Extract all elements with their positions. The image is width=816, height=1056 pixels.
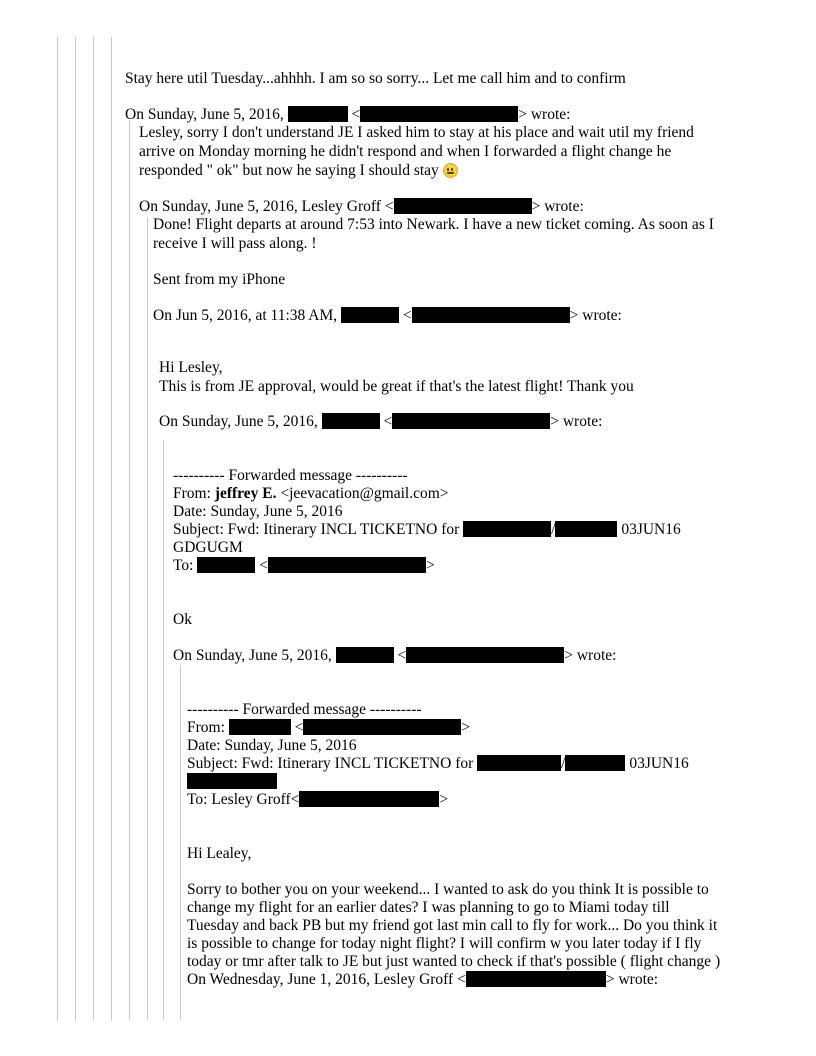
reply-top: Stay here util Tuesday...ahhhh. I am so so sorry... Let me call him and to confirm: [125, 70, 626, 87]
quote-line-1: [57, 37, 58, 1021]
redaction-block: [299, 791, 439, 807]
fwd1-from: From: jeffrey E. <jeevacation@gmail.com>: [173, 485, 449, 502]
fwd1-header: ---------- Forwarded message ----------: [173, 467, 408, 484]
redaction-block: [360, 106, 518, 122]
fwd1-code: GDGUGM: [173, 539, 243, 556]
quote-line-2: [75, 37, 76, 1021]
fwd2-from: From: < >: [187, 719, 471, 736]
ok-text: Ok: [173, 611, 192, 628]
msg2-line2: receive I will pass along. !: [153, 235, 317, 252]
redaction-block: [288, 106, 348, 122]
fwd2-code-redacted: [187, 773, 277, 792]
quote-line-3: [93, 37, 94, 1021]
quote-header-5: On Sunday, June 5, 2016, < > wrote:: [173, 647, 617, 664]
quote-line-5: [129, 120, 130, 1020]
quote-header-6: On Wednesday, June 1, 2016, Lesley Groff < > wrote:: [187, 971, 659, 988]
redaction-block: [565, 755, 625, 771]
quote-header-4: On Sunday, June 5, 2016, < > wrote:: [159, 413, 603, 430]
redaction-block: [341, 307, 399, 323]
redaction-block: [477, 755, 561, 771]
redaction-block: [322, 413, 380, 429]
msg3-line2: This is from JE approval, would be great if that's the latest flight! Thank you: [159, 378, 634, 395]
redaction-block: [229, 719, 291, 735]
sent-from: Sent from my iPhone: [153, 271, 286, 288]
redaction-block: [392, 413, 550, 429]
quote-header-1: On Sunday, June 5, 2016, < > wrote:: [125, 106, 571, 123]
msg1-line2: arrive on Monday morning he didn't respond and when I forwarded a flight change he: [139, 143, 672, 160]
redaction-block: [406, 647, 564, 663]
fwd1-date: Date: Sunday, June 5, 2016: [173, 503, 343, 520]
quote-line-7: [163, 440, 164, 1020]
fwd2-subject: Subject: Fwd: Itinerary INCL TICKETNO for / 03JUN16: [187, 755, 689, 772]
fwd2-to: To: Lesley Groff< >: [187, 791, 449, 808]
quote-header-2: On Sunday, June 5, 2016, Lesley Groff < > wrote:: [139, 198, 584, 215]
msg4-line4: is possible to change for today night flight? I will confirm w you later today if I fly: [187, 935, 702, 952]
msg4-line2: change my flight for an earlier dates? I was planning to go to Miami today till: [187, 899, 670, 916]
fwd1-subject: Subject: Fwd: Itinerary INCL TICKETNO for / 03JUN16: [173, 521, 681, 538]
quote-line-4: [111, 37, 112, 1021]
quote-header-3: On Jun 5, 2016, at 11:38 AM, < > wrote:: [153, 307, 622, 324]
redaction-block: [187, 773, 277, 789]
redaction-block: [268, 557, 426, 573]
quote-line-8: [180, 665, 181, 1020]
redaction-block: [303, 719, 461, 735]
msg4-line3: Tuesday and back PB but my friend got last min call to fly for work... Do you think it: [187, 917, 718, 934]
msg2-line1: Done! Flight departs at around 7:53 into Newark. I have a new ticket coming. As soon as I: [153, 216, 714, 233]
redaction-block: [412, 307, 570, 323]
redaction-block: [394, 198, 532, 214]
fwd2-header: ---------- Forwarded message ----------: [187, 701, 422, 718]
redaction-block: [197, 557, 255, 573]
msg4-line5: today or tmr after talk to JE but just wanted to check if that's possible ( flight change ): [187, 953, 721, 970]
redaction-block: [463, 521, 551, 537]
grimace-emoji-icon: [443, 163, 458, 178]
msg3-line1: Hi Lesley,: [159, 359, 223, 376]
quote-line-6: [147, 218, 148, 1020]
redaction-block: [336, 647, 394, 663]
redaction-block: [466, 971, 606, 987]
fwd2-date: Date: Sunday, June 5, 2016: [187, 737, 357, 754]
redaction-block: [555, 521, 617, 537]
msg1-line3: responded " ok" but now he saying I should stay: [139, 162, 458, 181]
msg4-line1: Sorry to bother you on your weekend... I wanted to ask do you think It is possible to: [187, 881, 709, 898]
msg4-greeting: Hi Lealey,: [187, 845, 252, 862]
fwd1-to: To: < >: [173, 557, 435, 574]
msg1-line1: Lesley, sorry I don't understand JE I asked him to stay at his place and wait util my friend: [139, 124, 694, 141]
